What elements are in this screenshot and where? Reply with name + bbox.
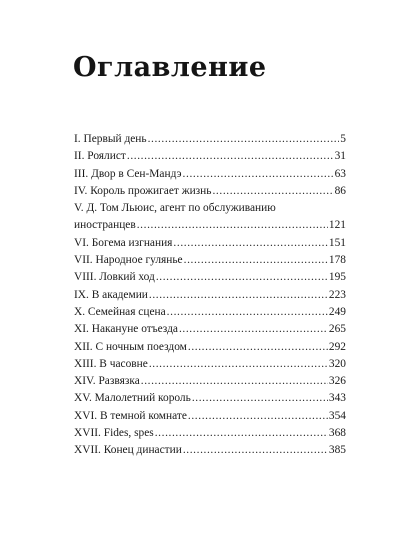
toc-entry-title: XI. Накануне отъезда (74, 323, 178, 336)
toc-dot-leader (179, 321, 328, 338)
toc-entry (74, 390, 346, 407)
toc-dot-leader (127, 148, 334, 165)
toc-entry (74, 304, 346, 321)
toc-entry-title: XIV. Развязка (74, 375, 140, 388)
toc-entry-title: XIII. В часовне (74, 357, 148, 370)
toc-dot-leader (149, 356, 328, 373)
toc-entry-page: 63 (334, 167, 346, 180)
toc-dot-leader (167, 304, 328, 321)
toc-entry-title: IV. Король прожигает жизнь (74, 184, 212, 197)
toc-entry (74, 321, 346, 338)
toc-entry-title: IX. В академии (74, 288, 148, 301)
toc-dot-leader (173, 235, 327, 252)
toc-entry-title: VI. Богема изгнания (74, 236, 173, 249)
toc-entry (74, 339, 346, 356)
toc-entry-page: 326 (328, 375, 346, 388)
toc-dot-leader (137, 217, 328, 234)
toc-entry-page: 121 (328, 219, 346, 232)
toc-entry-title: VII. Народное гулянье (74, 254, 183, 267)
toc-dot-leader (212, 183, 333, 200)
toc-entry-title: XVII. Конец династии (74, 444, 182, 457)
toc-entry (74, 408, 346, 425)
toc-entry (74, 166, 346, 183)
toc-entry-title: II. Роялист (74, 150, 126, 163)
toc-entry-title: III. Двор в Сен-Мандэ (74, 167, 182, 180)
toc-entry (74, 356, 346, 373)
toc-dot-leader (149, 287, 328, 304)
toc-entry-page: 195 (328, 271, 346, 284)
toc-entry-line2 (74, 217, 346, 234)
toc-entry (74, 425, 346, 442)
toc-entry-page: 265 (328, 323, 346, 336)
toc-dot-leader (192, 390, 328, 407)
toc-entry (74, 183, 346, 200)
toc-dot-leader (156, 269, 328, 286)
toc-entry-page: 320 (328, 357, 346, 370)
toc-dot-leader (183, 442, 328, 459)
toc-dot-leader (155, 425, 328, 442)
toc-entry-title: XII. С ночным поездом (74, 340, 187, 353)
toc-entry (74, 269, 346, 286)
toc-entry-title: I. Первый день (74, 133, 147, 145)
toc-entry-title: XVI. В темной комнате (74, 409, 187, 422)
toc-entry-page: 343 (328, 392, 346, 405)
toc-dot-leader (188, 339, 328, 356)
toc-entry-page: 31 (334, 150, 346, 163)
toc-dot-leader (141, 373, 328, 390)
toc-entry (74, 252, 346, 269)
toc-entry (74, 373, 346, 390)
toc-entry (74, 148, 346, 165)
toc-entry-page: 385 (328, 444, 346, 457)
toc-dot-leader (184, 252, 328, 269)
toc-entry (74, 131, 346, 148)
page-title: Оглавление (73, 52, 267, 83)
toc-entry-title: XVII. Fides, spes (74, 427, 154, 440)
toc-dot-leader (183, 166, 334, 183)
toc-entry-page: 151 (328, 236, 346, 249)
toc-entry (74, 235, 346, 252)
toc-entry-page: 354 (328, 409, 346, 422)
toc-entry-page: 178 (328, 254, 346, 267)
toc-entry-page: 5 (340, 133, 346, 145)
toc-entry-page: 368 (328, 427, 346, 440)
toc-entry-title: VIII. Ловкий ход (74, 271, 155, 284)
toc-entry-title-line1: V. Д. Том Льюис, агент по обслуживанию (74, 202, 276, 215)
toc-entry-page: 223 (328, 288, 346, 301)
table-of-contents (74, 131, 346, 460)
toc-entry-title-line2: иностранцев (74, 219, 136, 232)
toc-entry (74, 442, 346, 459)
toc-dot-leader (188, 408, 328, 425)
toc-entry-page: 292 (328, 340, 346, 353)
toc-entry (74, 287, 346, 304)
toc-entry (74, 200, 346, 235)
toc-entry-title: XV. Малолетний король (74, 392, 191, 405)
toc-entry-page: 86 (334, 184, 346, 197)
toc-entry-page: 249 (328, 305, 346, 318)
toc-entry-title: X. Семейная сцена (74, 305, 166, 318)
toc-dot-leader (148, 131, 340, 148)
